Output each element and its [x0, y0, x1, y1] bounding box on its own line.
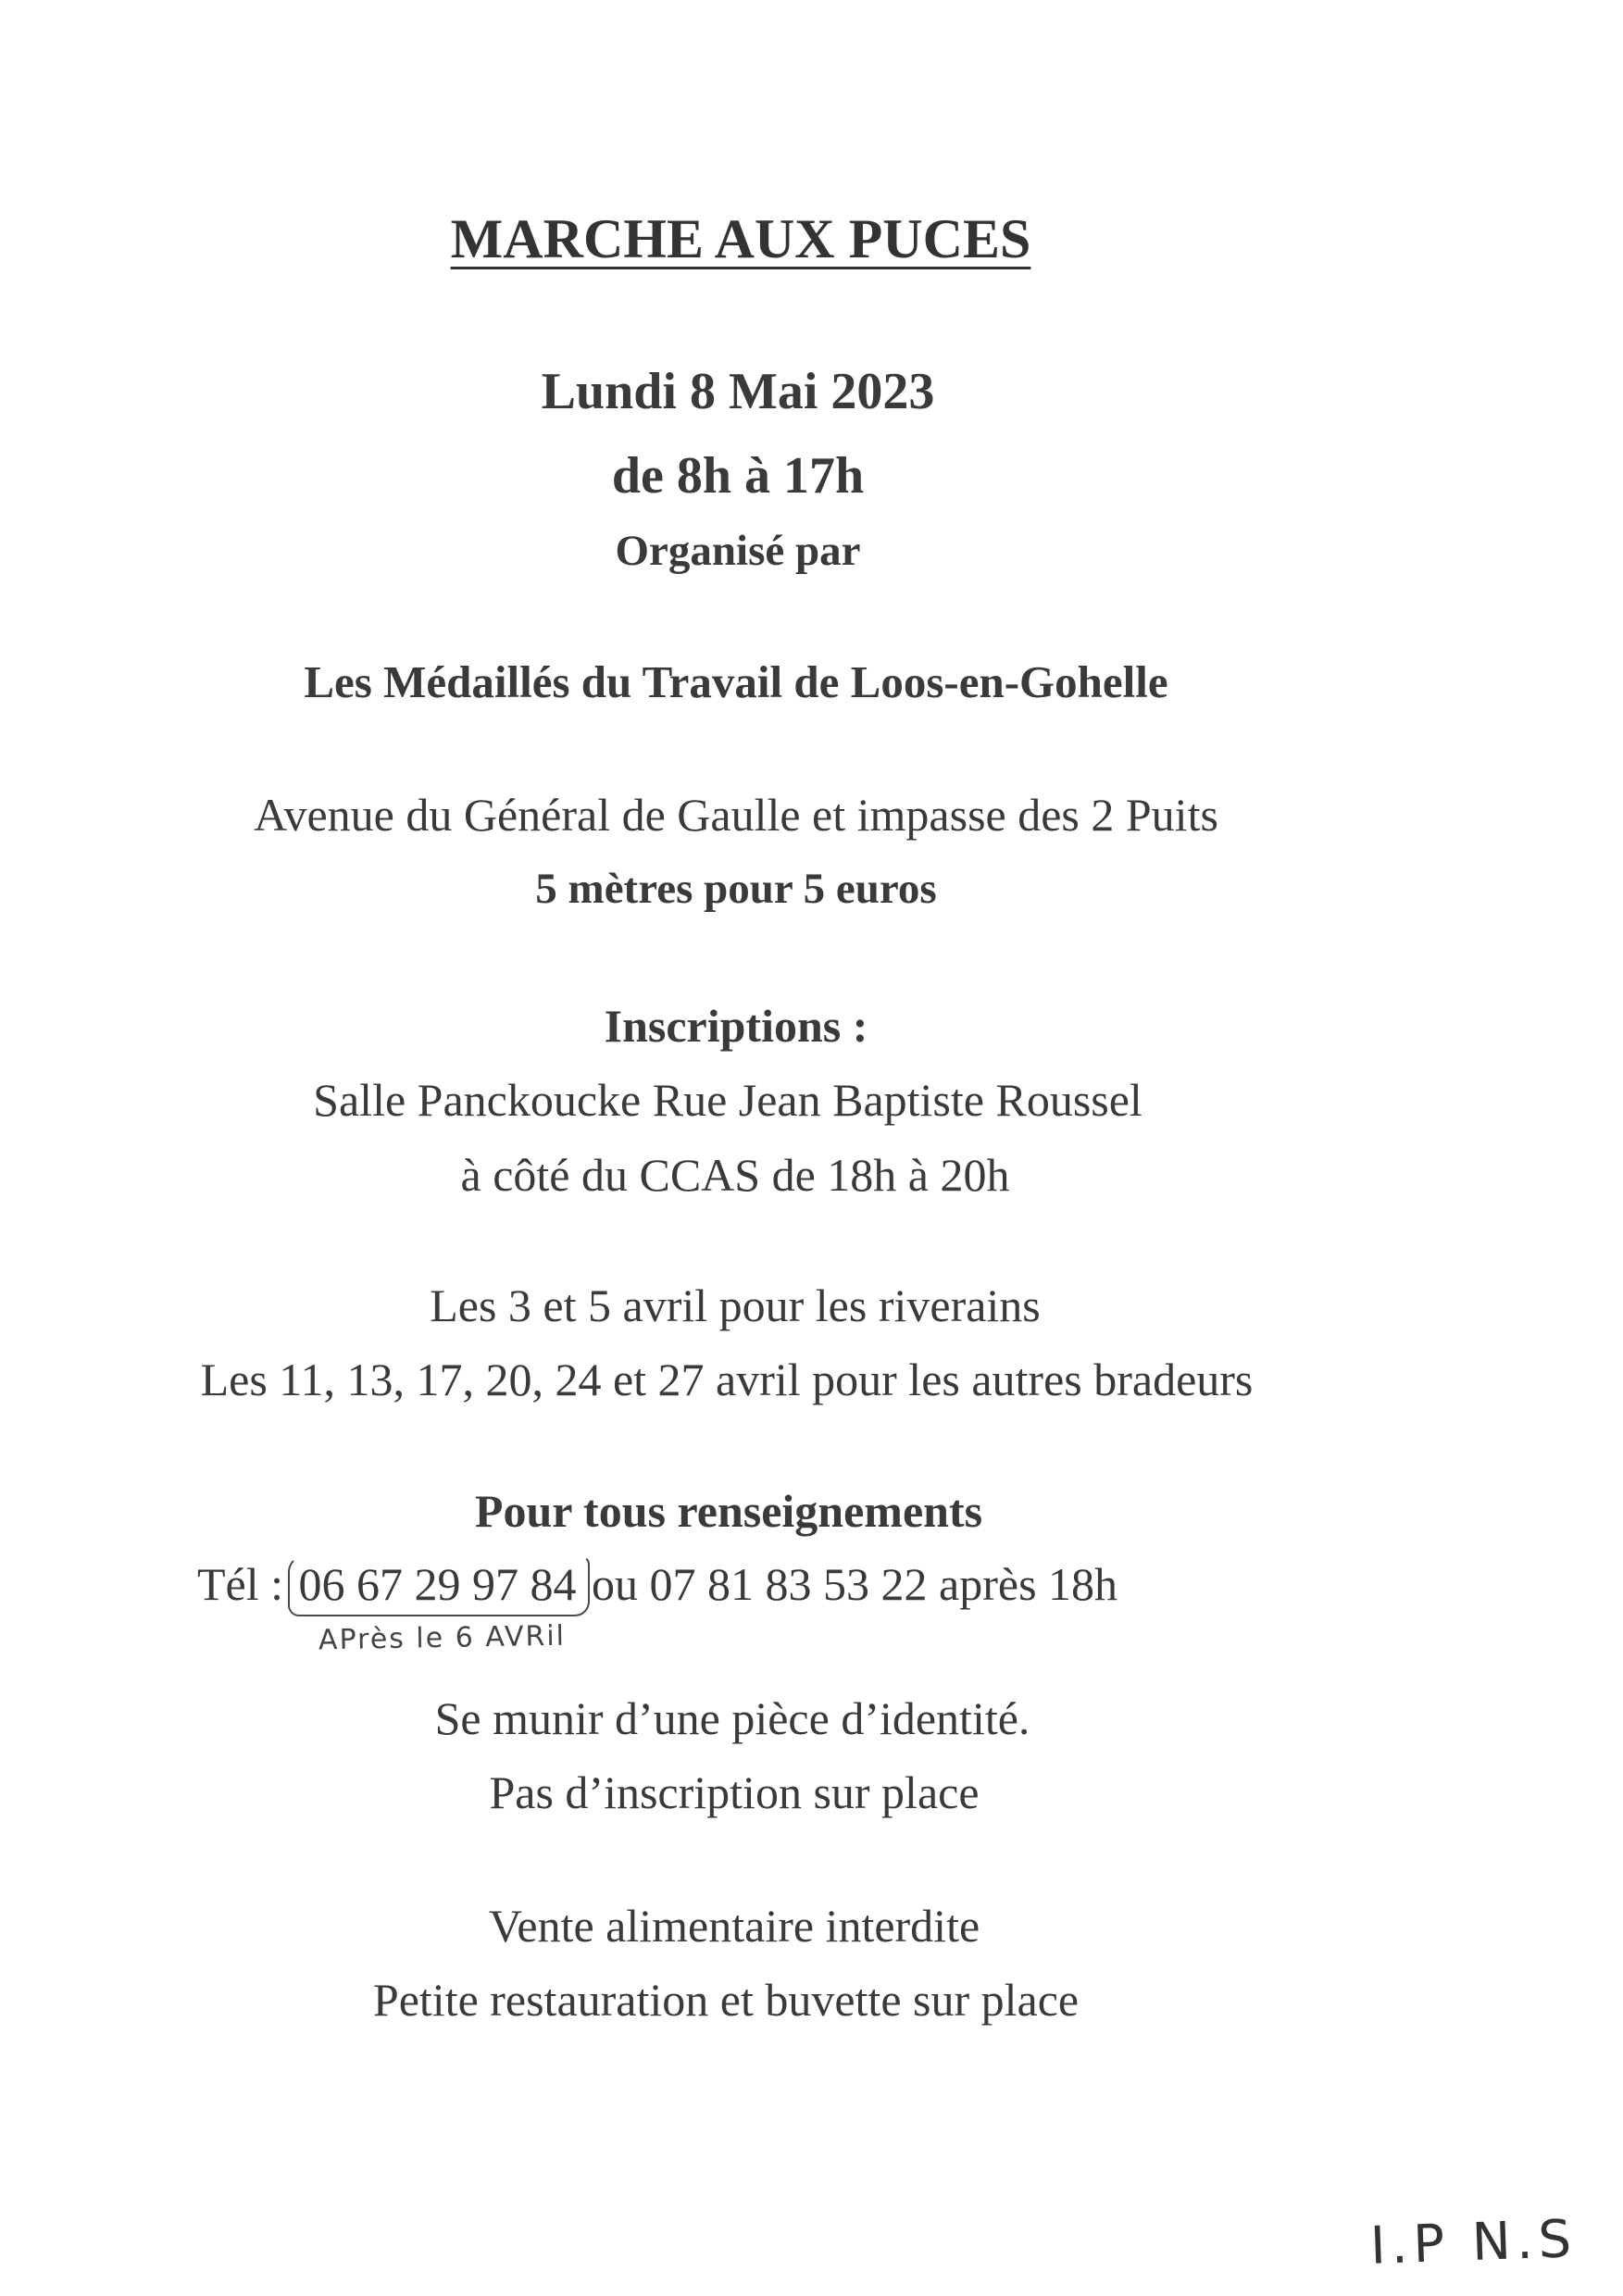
note-no-onsite-registration: Pas d’inscription sur place [489, 1766, 980, 1818]
tel-prefix: Tél : [197, 1558, 295, 1610]
event-location: Avenue du Général de Gaulle et impasse des 2 Puits [254, 789, 1218, 841]
registration-heading: Inscriptions : [604, 1000, 868, 1052]
organised-by-label: Organisé par [615, 527, 861, 575]
note-catering: Petite restauration et buvette sur place [372, 1974, 1080, 2026]
registration-dates-others: Les 11, 13, 17, 20, 24 et 27 avril pour les autres bradeurs [200, 1354, 1254, 1405]
contact-heading: Pour tous renseignements [474, 1485, 983, 1537]
registration-time: à côté du CCAS de 18h à 20h [460, 1149, 1010, 1201]
event-hours: de 8h à 17h [611, 447, 865, 505]
phone-separator: ou [580, 1558, 650, 1610]
handwritten-note: APrès le 6 AVRil [318, 1619, 567, 1657]
footer-mark: I.P N.S [1368, 2209, 1579, 2277]
phone-2-suffix: après 18h [927, 1558, 1118, 1610]
phone-number-2: 07 81 83 53 22 [649, 1558, 928, 1610]
note-id-required: Se munir d’une pièce d’identité. [434, 1692, 1030, 1744]
registration-place: Salle Panckoucke Rue Jean Baptiste Roussel [313, 1074, 1142, 1126]
phone-number-1 [295, 1558, 581, 1610]
registration-dates-residents: Les 3 et 5 avril pour les riverains [430, 1279, 1041, 1331]
phone-number-1-text: 06 67 29 97 84 [298, 1558, 577, 1610]
organiser-name: Les Médaillés du Travail de Loos-en-Gohelle [304, 656, 1168, 707]
poster-title: MARCHE AUX PUCES [450, 208, 1031, 269]
pitch-price: 5 mètres pour 5 euros [535, 865, 937, 913]
event-date: Lundi 8 Mai 2023 [541, 363, 935, 420]
note-food-forbidden: Vente alimentaire interdite [488, 1900, 980, 1952]
contact-phone-line [197, 1558, 1118, 1610]
